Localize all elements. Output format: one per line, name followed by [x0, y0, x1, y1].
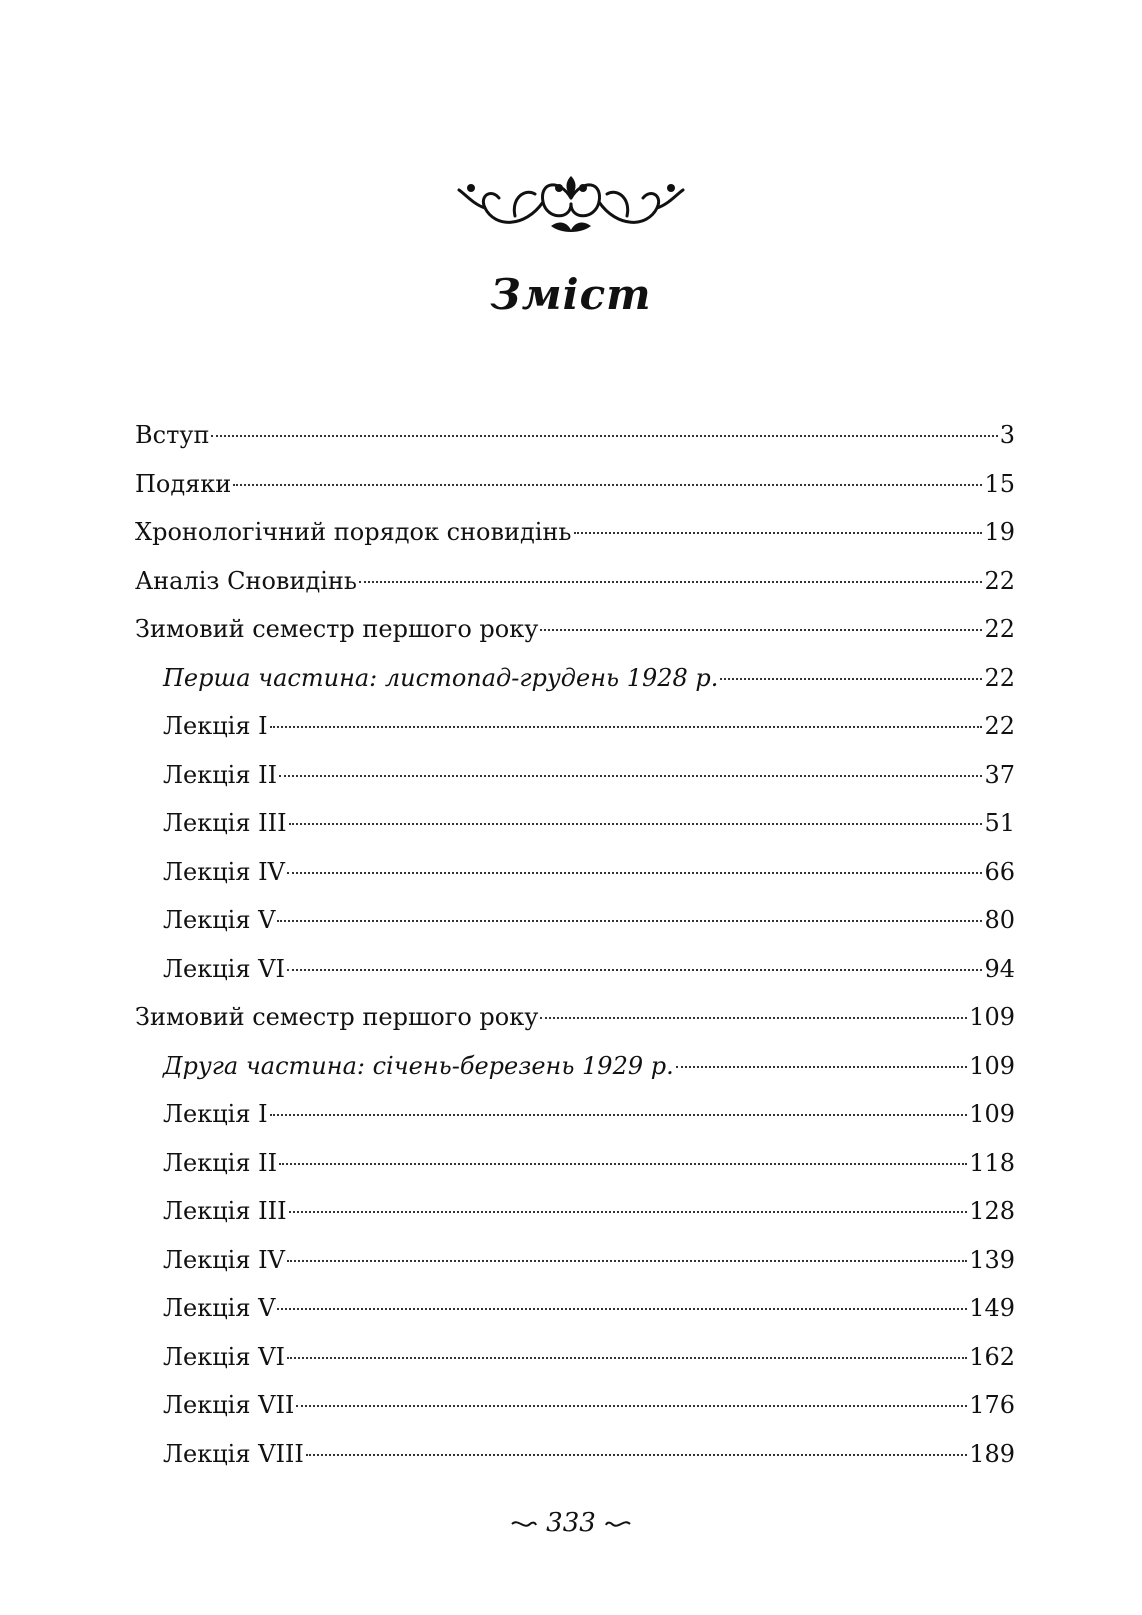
toc-entry	[135, 1051, 1015, 1100]
dot-leader	[574, 532, 983, 534]
toc-entry-page: 109	[969, 1003, 1015, 1031]
dot-leader	[289, 1211, 968, 1213]
toc-entry	[135, 1148, 1015, 1197]
toc-entry	[135, 566, 1015, 615]
dot-leader	[296, 1405, 967, 1407]
toc-entry	[135, 760, 1015, 809]
toc-entry	[135, 808, 1015, 857]
right-flourish-icon	[604, 1517, 632, 1531]
toc-entry	[135, 1002, 1015, 1051]
toc-entry-label: Лекція I	[163, 1100, 268, 1128]
toc-entry-label: Лекція VII	[163, 1391, 295, 1419]
dot-leader	[277, 920, 982, 922]
toc-entry-label: Лекція IV	[163, 857, 285, 886]
toc-entry-page: 162	[969, 1342, 1015, 1371]
dot-leader	[306, 1454, 967, 1456]
dot-leader	[289, 823, 983, 825]
toc-entry-label: Лекція VIII	[163, 1439, 304, 1468]
toc-entry-label: Лекція II	[163, 1148, 278, 1177]
toc-entry-label: Зимовий семестр першого року	[135, 1003, 539, 1031]
toc-entry	[135, 857, 1015, 906]
dot-leader	[540, 629, 982, 631]
table-of-contents	[135, 420, 1015, 1487]
toc-entry-page: 66	[984, 857, 1015, 886]
toc-entry-page: 80	[984, 906, 1015, 934]
dot-leader	[720, 678, 982, 680]
toc-entry-label: Подяки	[135, 469, 232, 498]
dot-leader	[270, 726, 983, 728]
toc-entry	[135, 1390, 1015, 1439]
dot-leader	[277, 1308, 967, 1310]
dot-leader	[540, 1017, 967, 1019]
toc-entry-label: Хронологічний порядок сновидінь	[135, 518, 572, 546]
dot-leader	[287, 969, 983, 971]
toc-entry-label: Аналіз Сновидінь	[135, 566, 357, 595]
dot-leader	[279, 775, 982, 777]
toc-entry	[135, 1196, 1015, 1245]
toc-entry-label: Лекція III	[163, 1197, 287, 1225]
toc-entry-page: 94	[984, 954, 1015, 983]
page-number: 333	[546, 1508, 596, 1538]
toc-entry-label: Друга частина: січень-березень 1929 р.	[163, 1051, 674, 1080]
toc-entry-page: 118	[969, 1148, 1015, 1177]
dot-leader	[279, 1163, 967, 1165]
toc-entry-label: Лекція VI	[163, 954, 285, 983]
toc-entry-label: Перша частина: листопад-грудень 1928 р.	[163, 663, 719, 692]
toc-entry-page: 19	[984, 518, 1015, 546]
toc-entry-label: Лекція V	[163, 906, 276, 934]
toc-entry-label: Лекція IV	[163, 1245, 285, 1274]
dot-leader	[233, 484, 982, 486]
toc-entry-label: Лекція V	[163, 1294, 276, 1322]
toc-entry	[135, 1342, 1015, 1391]
toc-entry-label: Лекція I	[163, 712, 268, 740]
page-title: Зміст	[490, 270, 652, 319]
toc-entry	[135, 1245, 1015, 1294]
toc-entry-page: 3	[999, 421, 1015, 449]
toc-entry	[135, 663, 1015, 712]
dot-leader	[211, 435, 997, 437]
toc-entry	[135, 469, 1015, 518]
dot-leader	[287, 1357, 967, 1359]
toc-entry	[135, 954, 1015, 1003]
toc-entry-page: 51	[984, 809, 1015, 837]
toc-entry	[135, 1439, 1015, 1488]
toc-entry-label: Лекція II	[163, 760, 278, 789]
dot-leader	[676, 1066, 967, 1068]
toc-entry-page: 22	[984, 615, 1015, 643]
toc-entry-page: 109	[969, 1051, 1015, 1080]
toc-entry-page: 22	[984, 566, 1015, 595]
toc-entry-page: 149	[969, 1294, 1015, 1322]
dot-leader	[359, 581, 983, 583]
toc-entry-page: 37	[984, 760, 1015, 789]
toc-entry-page: 189	[969, 1439, 1015, 1468]
toc-entry	[135, 1293, 1015, 1342]
toc-entry-page: 128	[969, 1197, 1015, 1225]
floral-ornament-icon	[455, 168, 687, 240]
toc-entry-page: 109	[969, 1100, 1015, 1128]
toc-entry-page: 15	[984, 469, 1015, 498]
toc-entry-label: Лекція VI	[163, 1342, 285, 1371]
toc-entry-page: 22	[984, 663, 1015, 692]
dot-leader	[287, 1260, 967, 1262]
toc-entry	[135, 905, 1015, 954]
toc-entry	[135, 517, 1015, 566]
left-flourish-icon	[510, 1517, 538, 1531]
toc-entry-page: 22	[984, 712, 1015, 740]
toc-entry-label: Вступ	[135, 421, 210, 449]
toc-entry-label: Зимовий семестр першого року	[135, 615, 539, 643]
dot-leader	[270, 1114, 968, 1116]
toc-entry	[135, 614, 1015, 663]
toc-entry	[135, 1099, 1015, 1148]
dot-leader	[287, 872, 983, 874]
toc-entry	[135, 711, 1015, 760]
toc-entry-label: Лекція III	[163, 809, 287, 837]
page-footer	[0, 1508, 1142, 1538]
toc-entry	[135, 420, 1015, 469]
toc-entry-page: 139	[969, 1245, 1015, 1274]
toc-entry-page: 176	[969, 1391, 1015, 1419]
